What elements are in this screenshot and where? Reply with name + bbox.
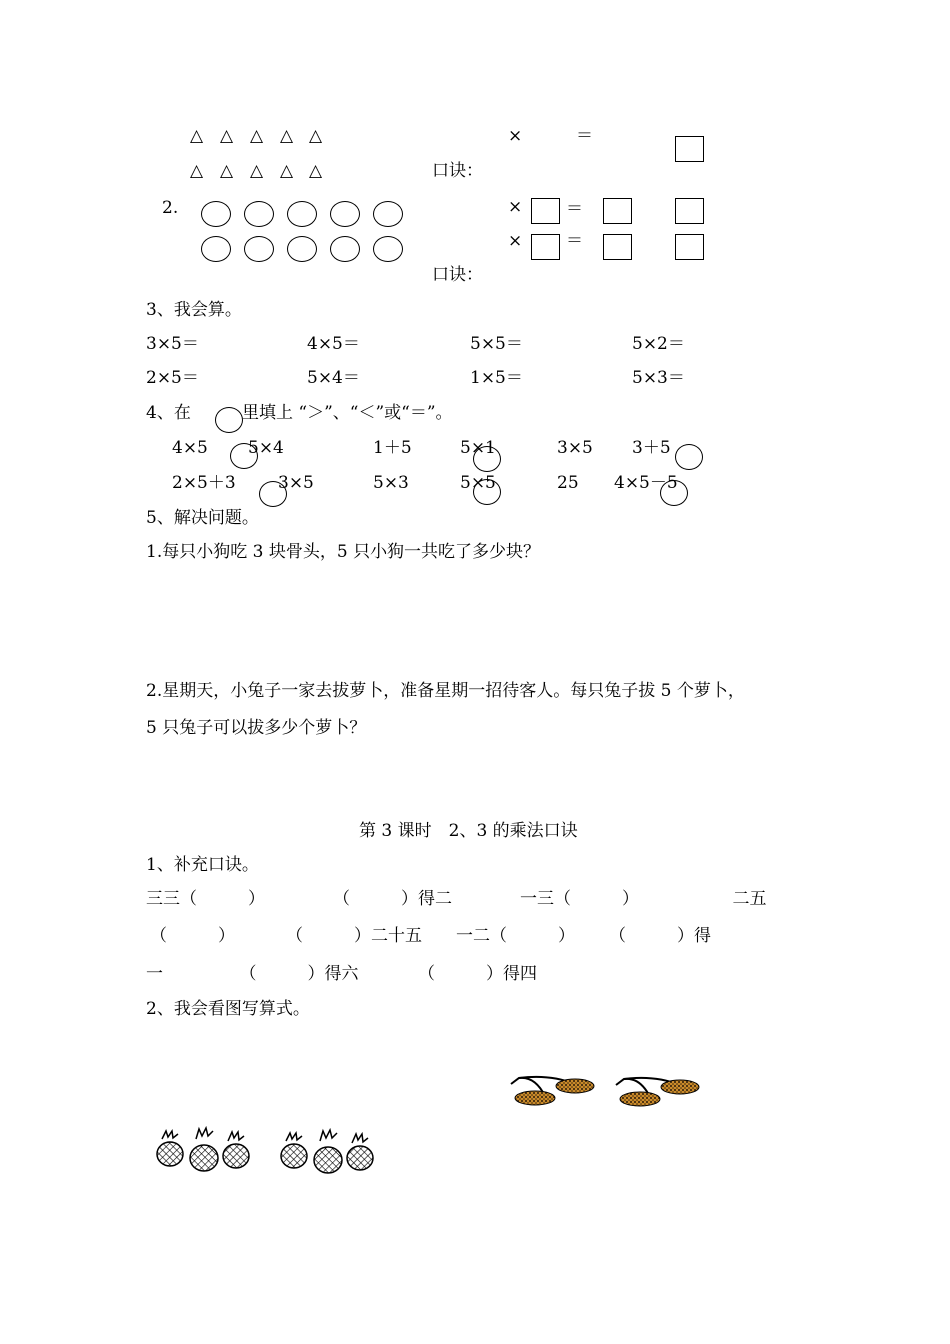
compare-right: 3×5 xyxy=(278,473,314,493)
circle-shape xyxy=(244,201,274,227)
circle-shape xyxy=(373,201,403,227)
compare-circle[interactable] xyxy=(230,443,258,469)
triangle-shape: △ xyxy=(220,126,234,146)
cherry-pair-icon xyxy=(610,1073,705,1109)
lesson-title: 第 3 课时 2、3 的乘法口诀 xyxy=(359,821,578,841)
compare-right: 5×4 xyxy=(248,438,284,458)
answer-box[interactable] xyxy=(675,136,704,162)
compare-right: 5×5 xyxy=(460,473,496,493)
compare-circle[interactable] xyxy=(675,444,703,470)
equals-sign: ＝ xyxy=(566,231,583,251)
triangle-shape: △ xyxy=(280,126,294,146)
triangle-shape: △ xyxy=(309,126,323,146)
koujue-label: 口诀： xyxy=(432,161,483,181)
calc-item: 5×3＝ xyxy=(632,368,685,388)
compare-right: 3＋5 xyxy=(632,438,671,458)
section-heading: 3、我会算。 xyxy=(146,300,242,320)
calc-item: 5×4＝ xyxy=(307,368,360,388)
compare-left: 3×5 xyxy=(557,438,593,458)
compare-left: 4×5 xyxy=(172,438,208,458)
circle-shape xyxy=(287,236,317,262)
equals-sign: ＝ xyxy=(576,126,593,146)
answer-box[interactable] xyxy=(531,198,560,224)
compare-left: 25 xyxy=(557,473,579,493)
calc-item: 5×5＝ xyxy=(470,334,523,354)
compare-left: 2×5＋3 xyxy=(172,473,236,493)
pineapple-group-icon xyxy=(276,1127,380,1175)
calc-item: 3×5＝ xyxy=(146,334,199,354)
calc-item: 4×5＝ xyxy=(307,334,360,354)
triangle-shape: △ xyxy=(220,161,234,181)
circle-shape xyxy=(330,236,360,262)
triangle-shape: △ xyxy=(280,161,294,181)
question-number: 2. xyxy=(162,198,179,218)
times-sign: × xyxy=(508,231,523,251)
triangle-shape: △ xyxy=(309,161,323,181)
compare-left: 1＋5 xyxy=(373,438,412,458)
calc-item: 1×5＝ xyxy=(470,368,523,388)
circle-shape xyxy=(287,201,317,227)
fill-line: 一 （ ）得六 （ ）得四 xyxy=(146,964,537,984)
circle-shape xyxy=(244,236,274,262)
fill-line: （ ） （ ）二十五 一二（ ） （ ）得 xyxy=(150,926,711,946)
times-sign: × xyxy=(508,197,523,217)
compare-right: 5×1 xyxy=(460,438,496,458)
pineapple-group-icon xyxy=(152,1125,256,1173)
answer-box[interactable] xyxy=(675,198,704,224)
circle-shape xyxy=(373,236,403,262)
calc-item: 2×5＝ xyxy=(146,368,199,388)
circle-shape xyxy=(201,236,231,262)
compare-circle[interactable] xyxy=(473,446,501,472)
circle-shape xyxy=(201,201,231,227)
answer-box[interactable] xyxy=(603,234,632,260)
triangle-shape: △ xyxy=(190,126,204,146)
koujue-label: 口诀： xyxy=(432,265,483,285)
compare-right: 4×5－5 xyxy=(614,473,678,493)
triangle-shape: △ xyxy=(250,161,264,181)
compare-circle[interactable] xyxy=(259,481,287,507)
compare-circle-icon xyxy=(215,407,243,433)
compare-left: 5×3 xyxy=(373,473,409,493)
section-heading-suffix: 里填上 “＞”、“＜”或“＝”。 xyxy=(242,403,453,423)
section-heading: 2、我会看图写算式。 xyxy=(146,999,310,1019)
answer-box[interactable] xyxy=(531,234,560,260)
section-heading: 4、在 xyxy=(146,403,191,423)
triangle-shape: △ xyxy=(250,126,264,146)
compare-circle[interactable] xyxy=(660,480,688,506)
circle-shape xyxy=(330,201,360,227)
answer-box[interactable] xyxy=(603,198,632,224)
fill-line: 三三（ ） （ ）得二 一三（ ） 二五 xyxy=(146,889,767,909)
compare-circle[interactable] xyxy=(473,479,501,505)
equals-sign: ＝ xyxy=(566,199,583,219)
word-problem-1: 1.每只小狗吃 3 块骨头，5 只小狗一共吃了多少块？ xyxy=(146,542,541,562)
times-sign: × xyxy=(508,126,523,146)
calc-item: 5×2＝ xyxy=(632,334,685,354)
section-heading: 5、解决问题。 xyxy=(146,508,259,528)
triangle-shape: △ xyxy=(190,161,204,181)
word-problem-2-line1: 2.星期天，小兔子一家去拔萝卜，准备星期一招待客人。每只兔子拔 5 个萝卜， xyxy=(146,681,745,701)
answer-box[interactable] xyxy=(675,234,704,260)
word-problem-2-line2: 5 只兔子可以拔多少个萝卜？ xyxy=(146,718,367,738)
cherry-pair-icon xyxy=(505,1072,600,1108)
section-heading: 1、补充口诀。 xyxy=(146,855,259,875)
